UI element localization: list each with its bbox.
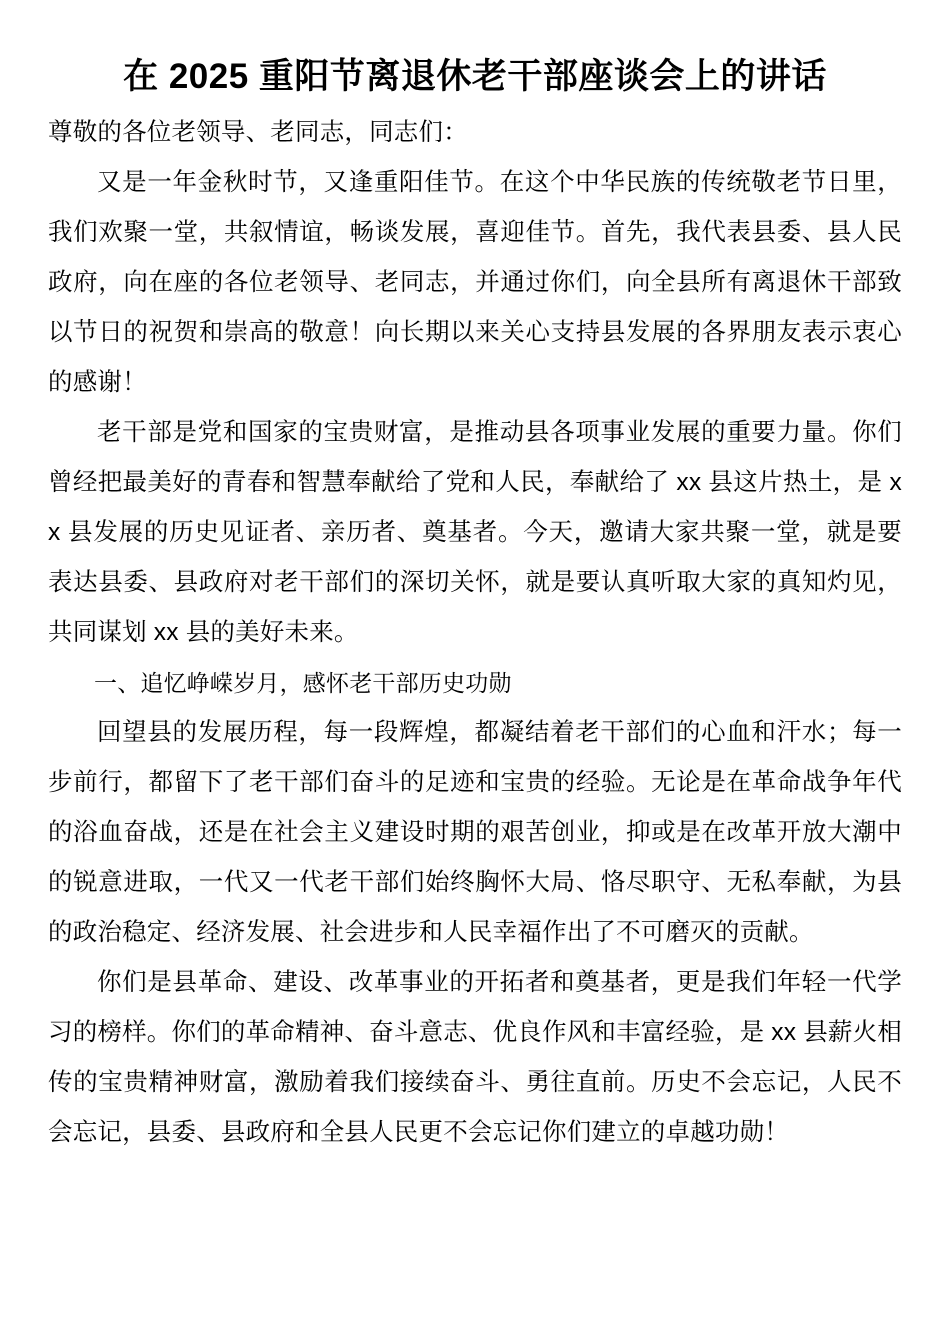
body-paragraph-2: 老干部是党和国家的宝贵财富，是推动县各项事业发展的重要力量。你们曾经把最美好的青春和智慧奉献给了党和人民，奉献给了 xx 县这片热土，是 xx 县发展的历史见证者、亲历者、奠基者。今天，邀请大家共聚一堂，就是要表达县委、县政府对老干部们的深切关怀，就是要认真听取大家的真知灼见，共同谋划 xx 县的美好未来。 (48, 419, 902, 646)
page-title: 在 2025 重阳节离退休老干部座谈会上的讲话 (123, 57, 827, 96)
salutation-line: 尊敬的各位老领导、老同志，同志们： (48, 119, 468, 146)
body-paragraph-4: 你们是县革命、建设、改革事业的开拓者和奠基者，更是我们年轻一代学习的榜样。你们的革命精神、奋斗意志、优良作风和丰富经验，是 xx 县薪火相传的宝贵精神财富，激励着我们接续奋斗、勇往直前。历史不会忘记，人民不会忘记，县委、县政府和全县人民更不会忘记你们建立的卓越功勋！ (48, 969, 903, 1146)
body-paragraph-1: 又是一年金秋时节，又逢重阳佳节。在这个中华民族的传统敬老节日里，我们欢聚一堂，共叙情谊，畅谈发展，喜迎佳节。首先，我代表县委、县人民政府，向在座的各位老领导、老同志，并通过你们，向全县所有离退休干部致以节日的祝贺和崇高的敬意！向长期以来关心支持县发展的各界朋友表示衷心的感谢！ (48, 169, 902, 396)
document-body (48, 0, 902, 1158)
body-paragraph-3: 回望县的发展历程，每一段辉煌，都凝结着老干部们的心血和汗水；每一步前行，都留下了老干部们奋斗的足迹和宝贵的经验。无论是在革命战争年代的浴血奋战，还是在社会主义建设时期的艰苦创业，抑或是在改革开放大潮中的锐意进取，一代又一代老干部们始终胸怀大局、恪尽职守、无私奉献，为县的政治稳定、经济发展、社会进步和人民幸福作出了不可磨灭的贡献。 (48, 719, 902, 946)
section-heading-1: 一、追忆峥嵘岁月，感怀老干部历史功勋 (94, 670, 512, 696)
